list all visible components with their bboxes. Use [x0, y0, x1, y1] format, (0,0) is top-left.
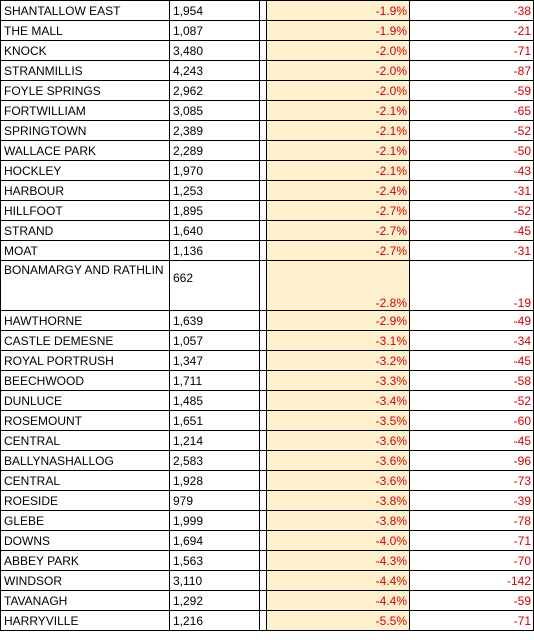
table-row: [1, 221, 534, 241]
absolute-change-cell: -87: [410, 61, 534, 81]
spacer-cell: [260, 371, 267, 391]
spacer-cell: [260, 611, 267, 631]
ward-name-cell: BALLYNASHALLOG: [1, 451, 170, 471]
absolute-change-cell: -52: [410, 201, 534, 221]
table-body: [1, 1, 534, 631]
spacer-cell: [260, 451, 267, 471]
ward-name-cell: ROESIDE: [1, 491, 170, 511]
percent-change-cell: -2.9%: [267, 311, 410, 331]
ward-name-cell: CASTLE DEMESNE: [1, 331, 170, 351]
ward-name-cell: DOWNS: [1, 531, 170, 551]
table-row: [1, 101, 534, 121]
absolute-change-cell: -59: [410, 81, 534, 101]
ward-name-cell: CENTRAL: [1, 431, 170, 451]
population-cell: 1,087: [170, 21, 260, 41]
table-row: [1, 551, 534, 571]
spacer-cell: [260, 161, 267, 181]
percent-change-cell: -4.4%: [267, 571, 410, 591]
ward-name-cell: ROYAL PORTRUSH: [1, 351, 170, 371]
ward-name-cell: SHANTALLOW EAST: [1, 1, 170, 21]
table-row: [1, 611, 534, 631]
absolute-change-cell: -71: [410, 41, 534, 61]
spacer-cell: [260, 221, 267, 241]
percent-change-cell: -1.9%: [267, 21, 410, 41]
absolute-change-cell: -50: [410, 141, 534, 161]
percent-change-cell: -3.2%: [267, 351, 410, 371]
spacer-cell: [260, 81, 267, 101]
table-row: [1, 41, 534, 61]
percent-change-cell: -4.0%: [267, 531, 410, 551]
table-row: [1, 181, 534, 201]
percent-change-cell: -1.9%: [267, 1, 410, 21]
table-row: [1, 411, 534, 431]
spacer-cell: [260, 411, 267, 431]
population-cell: 2,583: [170, 451, 260, 471]
population-cell: 1,954: [170, 1, 260, 21]
absolute-change-cell: -52: [410, 121, 534, 141]
ward-name-cell: BONAMARGY AND RATHLIN: [1, 261, 170, 311]
absolute-change-cell: -78: [410, 511, 534, 531]
population-cell: 1,711: [170, 371, 260, 391]
table-row: [1, 371, 534, 391]
spacer-cell: [260, 391, 267, 411]
spacer-cell: [260, 261, 267, 311]
spacer-cell: [260, 351, 267, 371]
table-row: [1, 491, 534, 511]
ward-name-cell: WALLACE PARK: [1, 141, 170, 161]
absolute-change-cell: -49: [410, 311, 534, 331]
spacer-cell: [260, 311, 267, 331]
percent-change-cell: -2.1%: [267, 101, 410, 121]
spacer-cell: [260, 511, 267, 531]
ward-name-cell: STRANMILLIS: [1, 61, 170, 81]
population-cell: 1,651: [170, 411, 260, 431]
ward-name-cell: HILLFOOT: [1, 201, 170, 221]
ward-name-cell: HARBOUR: [1, 181, 170, 201]
ward-name-cell: ABBEY PARK: [1, 551, 170, 571]
table-row: [1, 201, 534, 221]
population-cell: 2,962: [170, 81, 260, 101]
percent-change-cell: -3.5%: [267, 411, 410, 431]
ward-name-cell: STRAND: [1, 221, 170, 241]
ward-name-cell: CENTRAL: [1, 471, 170, 491]
ward-name-cell: THE MALL: [1, 21, 170, 41]
percent-change-cell: -2.1%: [267, 121, 410, 141]
population-cell: 1,895: [170, 201, 260, 221]
spacer-cell: [260, 331, 267, 351]
absolute-change-cell: -71: [410, 611, 534, 631]
population-cell: 1,999: [170, 511, 260, 531]
ward-name-cell: FOYLE SPRINGS: [1, 81, 170, 101]
population-cell: 1,253: [170, 181, 260, 201]
percent-change-cell: -2.0%: [267, 81, 410, 101]
absolute-change-cell: -19: [410, 261, 534, 311]
percent-change-cell: -3.4%: [267, 391, 410, 411]
ward-name-cell: MOAT: [1, 241, 170, 261]
absolute-change-cell: -73: [410, 471, 534, 491]
population-cell: 1,639: [170, 311, 260, 331]
absolute-change-cell: -70: [410, 551, 534, 571]
spacer-cell: [260, 201, 267, 221]
absolute-change-cell: -38: [410, 1, 534, 21]
table-row: [1, 571, 534, 591]
spacer-cell: [260, 531, 267, 551]
ward-name-cell: HAWTHORNE: [1, 311, 170, 331]
table-row: [1, 591, 534, 611]
absolute-change-cell: -142: [410, 571, 534, 591]
table-row: [1, 241, 534, 261]
spacer-cell: [260, 181, 267, 201]
population-cell: 1,136: [170, 241, 260, 261]
population-cell: 1,970: [170, 161, 260, 181]
absolute-change-cell: -31: [410, 181, 534, 201]
population-cell: 3,085: [170, 101, 260, 121]
population-cell: 1,640: [170, 221, 260, 241]
percent-change-cell: -3.6%: [267, 431, 410, 451]
spacer-cell: [260, 141, 267, 161]
population-cell: 1,292: [170, 591, 260, 611]
percent-change-cell: -2.8%: [267, 261, 410, 311]
percent-change-cell: -2.0%: [267, 61, 410, 81]
spacer-cell: [260, 101, 267, 121]
table-row: [1, 21, 534, 41]
absolute-change-cell: -52: [410, 391, 534, 411]
absolute-change-cell: -96: [410, 451, 534, 471]
population-cell: 1,928: [170, 471, 260, 491]
population-cell: 3,480: [170, 41, 260, 61]
percent-change-cell: -2.1%: [267, 161, 410, 181]
table-row: [1, 61, 534, 81]
table-row: [1, 261, 534, 311]
population-cell: 4,243: [170, 61, 260, 81]
spacer-cell: [260, 571, 267, 591]
percent-change-cell: -2.7%: [267, 221, 410, 241]
spacer-cell: [260, 61, 267, 81]
absolute-change-cell: -60: [410, 411, 534, 431]
ward-name-cell: HARRYVILLE: [1, 611, 170, 631]
absolute-change-cell: -21: [410, 21, 534, 41]
population-cell: 1,694: [170, 531, 260, 551]
population-cell: 1,216: [170, 611, 260, 631]
spacer-cell: [260, 121, 267, 141]
population-cell: 1,485: [170, 391, 260, 411]
absolute-change-cell: -34: [410, 331, 534, 351]
population-cell: 662: [170, 261, 260, 311]
population-cell: 1,057: [170, 331, 260, 351]
absolute-change-cell: -45: [410, 221, 534, 241]
population-cell: 3,110: [170, 571, 260, 591]
table-row: [1, 311, 534, 331]
absolute-change-cell: -59: [410, 591, 534, 611]
ward-name-cell: HOCKLEY: [1, 161, 170, 181]
ward-name-cell: FORTWILLIAM: [1, 101, 170, 121]
spacer-cell: [260, 1, 267, 21]
table-row: [1, 531, 534, 551]
table-row: [1, 141, 534, 161]
ward-name-cell: KNOCK: [1, 41, 170, 61]
spacer-cell: [260, 471, 267, 491]
percent-change-cell: -2.4%: [267, 181, 410, 201]
table-row: [1, 391, 534, 411]
percent-change-cell: -3.8%: [267, 491, 410, 511]
percent-change-cell: -3.1%: [267, 331, 410, 351]
table-row: [1, 1, 534, 21]
absolute-change-cell: -43: [410, 161, 534, 181]
ward-name-cell: GLEBE: [1, 511, 170, 531]
ward-name-cell: ROSEMOUNT: [1, 411, 170, 431]
ward-name-cell: BEECHWOOD: [1, 371, 170, 391]
table-row: [1, 471, 534, 491]
population-cell: 979: [170, 491, 260, 511]
spacer-cell: [260, 551, 267, 571]
ward-name-cell: WINDSOR: [1, 571, 170, 591]
population-cell: 1,563: [170, 551, 260, 571]
table-row: [1, 121, 534, 141]
absolute-change-cell: -65: [410, 101, 534, 121]
table-row: [1, 451, 534, 471]
percent-change-cell: -3.8%: [267, 511, 410, 531]
table-row: [1, 81, 534, 101]
population-cell: 1,214: [170, 431, 260, 451]
table-row: [1, 431, 534, 451]
percent-change-cell: -2.7%: [267, 241, 410, 261]
absolute-change-cell: -45: [410, 351, 534, 371]
population-cell: 2,389: [170, 121, 260, 141]
percent-change-cell: -2.7%: [267, 201, 410, 221]
spacer-cell: [260, 491, 267, 511]
percent-change-cell: -2.0%: [267, 41, 410, 61]
absolute-change-cell: -39: [410, 491, 534, 511]
percent-change-cell: -3.6%: [267, 471, 410, 491]
percent-change-cell: -3.3%: [267, 371, 410, 391]
percent-change-cell: -5.5%: [267, 611, 410, 631]
ward-name-cell: DUNLUCE: [1, 391, 170, 411]
table-row: [1, 161, 534, 181]
table-row: [1, 331, 534, 351]
population-cell: 2,289: [170, 141, 260, 161]
table-row: [1, 351, 534, 371]
percent-change-cell: -4.4%: [267, 591, 410, 611]
spacer-cell: [260, 591, 267, 611]
table-row: [1, 511, 534, 531]
spacer-cell: [260, 431, 267, 451]
absolute-change-cell: -71: [410, 531, 534, 551]
percent-change-cell: -4.3%: [267, 551, 410, 571]
spacer-cell: [260, 21, 267, 41]
spacer-cell: [260, 41, 267, 61]
absolute-change-cell: -31: [410, 241, 534, 261]
absolute-change-cell: -45: [410, 431, 534, 451]
population-cell: 1,347: [170, 351, 260, 371]
absolute-change-cell: -58: [410, 371, 534, 391]
ward-name-cell: SPRINGTOWN: [1, 121, 170, 141]
spacer-cell: [260, 241, 267, 261]
percent-change-cell: -2.1%: [267, 141, 410, 161]
ward-name-cell: TAVANAGH: [1, 591, 170, 611]
percent-change-cell: -3.6%: [267, 451, 410, 471]
